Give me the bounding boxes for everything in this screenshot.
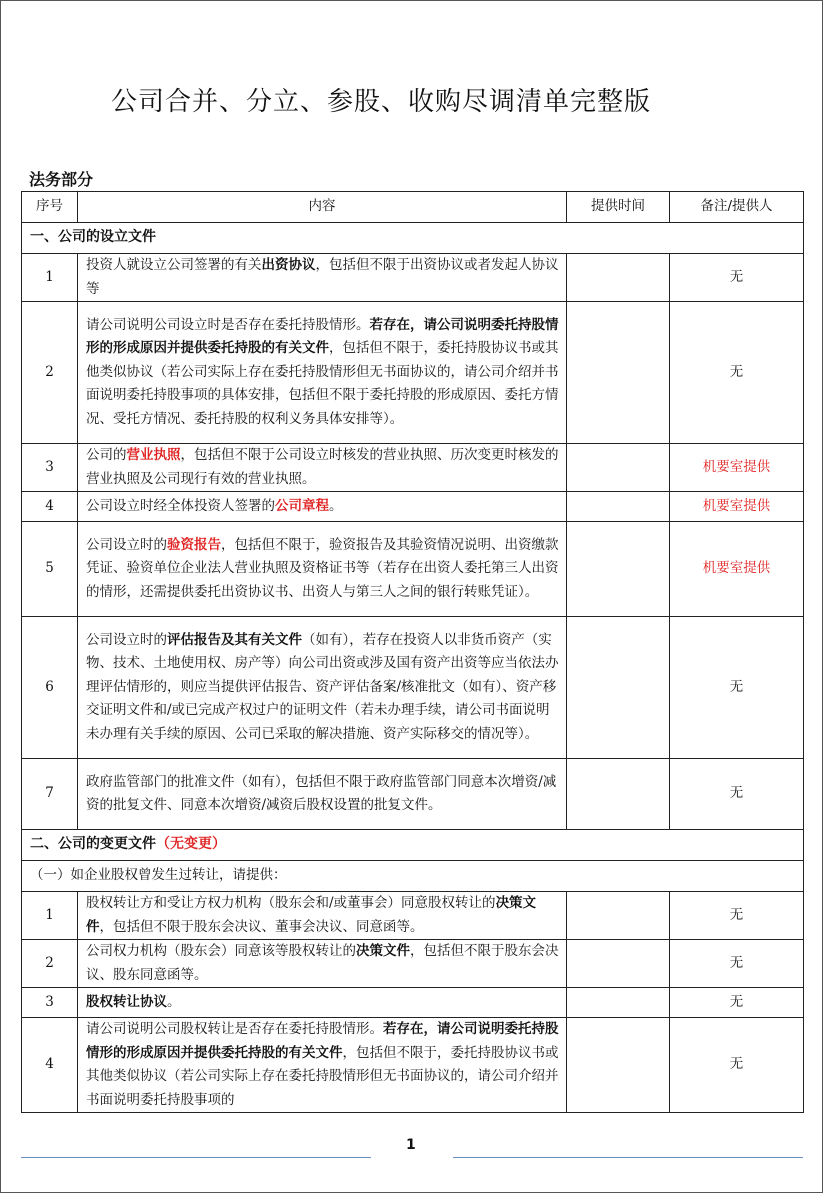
part2-heading: 二、公司的变更文件（无变更） (22, 830, 804, 861)
row-note: 机要室提供 (670, 492, 804, 522)
row-seq: 4 (22, 1018, 78, 1113)
row-seq: 1 (22, 254, 78, 302)
table-row (22, 444, 804, 492)
row-note: 机要室提供 (670, 444, 804, 492)
row-time (567, 988, 670, 1018)
row-seq: 2 (22, 302, 78, 444)
row-seq: 1 (22, 892, 78, 940)
part2-subheading: （一）如企业股权曾发生过转让，请提供： (22, 861, 804, 892)
row-seq: 2 (22, 940, 78, 988)
table-row (22, 988, 804, 1018)
table-header-row (22, 192, 804, 223)
table-row (22, 492, 804, 522)
row-note: 无 (670, 892, 804, 940)
row-content: 公司设立时经全体投资人签署的公司章程。 (78, 492, 567, 522)
row-seq: 3 (22, 988, 78, 1018)
row-note: 无 (670, 940, 804, 988)
row-content: 股权转让方和受让方权力机构（股东会和/或董事会）同意股权转让的决策文件，包括但不限于股东会决议、董事会决议、同意函等。 (78, 892, 567, 940)
part2-heading-row (22, 830, 804, 861)
header-seq: 序号 (22, 192, 78, 223)
row-seq: 4 (22, 492, 78, 522)
row-note: 无 (670, 617, 804, 759)
row-time (567, 759, 670, 830)
header-note: 备注/提供人 (670, 192, 804, 223)
row-time (567, 492, 670, 522)
row-seq: 7 (22, 759, 78, 830)
row-seq: 6 (22, 617, 78, 759)
row-note: 无 (670, 254, 804, 302)
row-content: 公司设立时的验资报告，包括但不限于，验资报告及其验资情况说明、出资缴款凭证、验资单位企业法人营业执照及资格证书等（若存在出资人委托第三人出资的情形，还需提供委托出资协议书、出资人与第三人之间的银行转账凭证）。 (78, 522, 567, 617)
row-time (567, 892, 670, 940)
row-time (567, 940, 670, 988)
row-time (567, 522, 670, 617)
row-note: 无 (670, 1018, 804, 1113)
row-time (567, 254, 670, 302)
row-seq: 3 (22, 444, 78, 492)
table-row (22, 302, 804, 444)
row-content: 公司权力机构（股东会）同意该等股权转让的决策文件，包括但不限于股东会决议、股东同意函等。 (78, 940, 567, 988)
row-note: 机要室提供 (670, 522, 804, 617)
footer-rule-right (453, 1157, 803, 1158)
row-note: 无 (670, 759, 804, 830)
checklist-table (21, 191, 804, 1113)
table-row (22, 522, 804, 617)
row-time (567, 444, 670, 492)
table-row (22, 892, 804, 940)
row-content: 公司设立时的评估报告及其有关文件（如有），若存在投资人以非货币资产（实物、技术、土地使用权、房产等）向公司出资或涉及国有资产出资等应当依法办理评估情形的，则应当提供评估报告、资产评估备案/核准批文（如有）、资产移交证明文件和/或已完成产权过户的证明文件（若未办理手续，请公司书面说明未办理有关手续的原因、公司已采取的解决措施、资产实际移交的情况等）。 (78, 617, 567, 759)
row-time (567, 302, 670, 444)
row-content: 投资人就设立公司签署的有关出资协议，包括但不限于出资协议或者发起人协议等 (78, 254, 567, 302)
row-time (567, 617, 670, 759)
section-label: 法务部分 (29, 170, 94, 189)
table-row (22, 1018, 804, 1113)
part1-heading-row (22, 223, 804, 254)
table-row (22, 254, 804, 302)
header-content: 内容 (78, 192, 567, 223)
page-number: 1 (406, 1137, 416, 1153)
header-time: 提供时间 (567, 192, 670, 223)
part1-heading: 一、公司的设立文件 (22, 223, 804, 254)
table-row (22, 759, 804, 830)
table-row (22, 617, 804, 759)
row-time (567, 1018, 670, 1113)
document-title: 公司合并、分立、参股、收购尽调清单完整版 (111, 87, 652, 117)
row-content: 政府监管部门的批准文件（如有），包括但不限于政府监管部门同意本次增资/减资的批复文件、同意本次增资/减资后股权设置的批复文件。 (78, 759, 567, 830)
row-seq: 5 (22, 522, 78, 617)
part2-sub-row (22, 861, 804, 892)
row-note: 无 (670, 302, 804, 444)
table-row (22, 940, 804, 988)
row-content: 请公司说明公司股权转让是否存在委托持股情形。若存在，请公司说明委托持股情形的形成原因并提供委托持股的有关文件，包括但不限于，委托持股协议书或其他类似协议（若公司实际上存在委托持股情形但无书面协议的，请公司介绍并书面说明委托持股事项的 (78, 1018, 567, 1113)
row-note: 无 (670, 988, 804, 1018)
footer-rule-left (21, 1157, 371, 1158)
row-content: 股权转让协议。 (78, 988, 567, 1018)
row-content: 请公司说明公司设立时是否存在委托持股情形。若存在，请公司说明委托持股情形的形成原因并提供委托持股的有关文件，包括但不限于，委托持股协议书或其他类似协议（若公司实际上存在委托持股情形但无书面协议的，请公司介绍并书面说明委托持股事项的具体安排，包括但不限于委托持股的形成原因、委托方情况、受托方情况、委托持股的权利义务具体安排等）。 (78, 302, 567, 444)
row-content: 公司的营业执照，包括但不限于公司设立时核发的营业执照、历次变更时核发的营业执照及公司现行有效的营业执照。 (78, 444, 567, 492)
